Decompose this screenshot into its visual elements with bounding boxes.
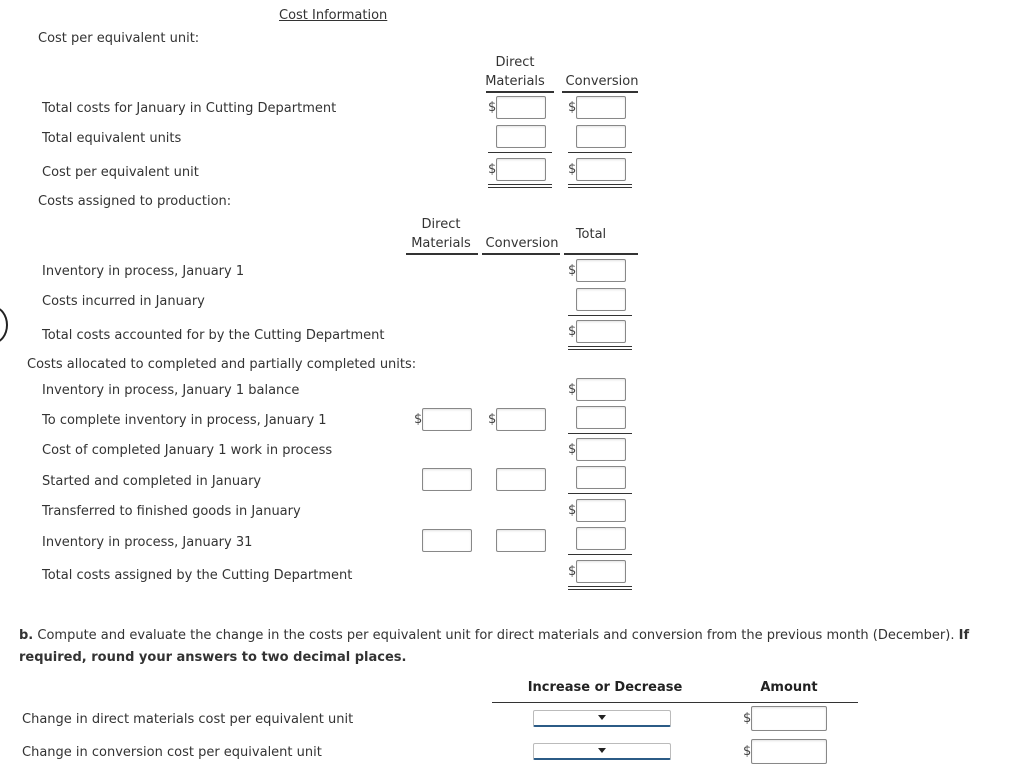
col-increase-decrease: Increase or Decrease xyxy=(527,680,683,695)
cpeu-subtotal-line-dm xyxy=(488,152,552,153)
row-started-completed: Started and completed in January xyxy=(42,474,262,489)
dm-started-completed-input[interactable] xyxy=(422,468,472,491)
chevron-down-icon xyxy=(598,715,606,720)
section-title: Cost Information xyxy=(279,8,388,23)
chevron-down-icon xyxy=(598,748,606,753)
conv-cost-per-eu-input[interactable] xyxy=(576,158,626,181)
alloc-total-line xyxy=(568,586,632,590)
cpeu-header-line-conv xyxy=(562,91,638,93)
part-b-instructions xyxy=(19,625,1019,669)
currency-sign: $ xyxy=(743,711,752,726)
total-inventory-jan1-input[interactable] xyxy=(576,259,626,282)
cpeu-header-line-dm xyxy=(486,91,554,93)
dm-to-complete-input[interactable] xyxy=(422,408,472,431)
currency-sign: $ xyxy=(488,412,497,427)
total-inventory-jan31-input[interactable] xyxy=(576,527,626,550)
part-b-header-line xyxy=(492,702,858,703)
row-cost-per-eu: Cost per equivalent unit xyxy=(42,165,199,180)
ca-col-dm: Direct Materials xyxy=(411,217,471,251)
dm-increase-decrease-dropdown[interactable] xyxy=(533,710,671,727)
total-costs-accounted-input[interactable] xyxy=(576,320,626,343)
row-inventory-jan1-balance: Inventory in process, January 1 balance xyxy=(42,383,300,398)
row-total-costs-accounted: Total costs accounted for by the Cutting Department xyxy=(42,328,385,343)
part-b-prefix: b. xyxy=(19,628,34,643)
currency-sign: $ xyxy=(743,744,752,759)
total-to-complete-input[interactable] xyxy=(576,406,626,429)
total-costs-assigned-input[interactable] xyxy=(576,560,626,583)
ca-col-total: Total xyxy=(575,227,607,242)
cpeu-total-line-dm xyxy=(488,184,552,188)
alloc-subtotal-line-2 xyxy=(568,493,632,494)
ca-total-line xyxy=(568,346,632,350)
row-inventory-jan1: Inventory in process, January 1 xyxy=(42,264,245,279)
ca-header-line-conv xyxy=(482,253,560,255)
dm-equiv-units-input[interactable] xyxy=(496,125,546,148)
currency-sign: $ xyxy=(488,162,497,177)
part-b-text: Compute and evaluate the change in the costs per equivalent unit for direct materials and conversion from the previous month (December). xyxy=(37,628,955,643)
ca-subtotal-line xyxy=(568,315,632,316)
row-total-costs-assigned: Total costs assigned by the Cutting Department xyxy=(42,568,353,583)
total-cost-completed-jan1-input[interactable] xyxy=(576,438,626,461)
part-b-bold-text: If required, round your answers to two decimal places. xyxy=(19,628,970,665)
col-amount: Amount xyxy=(760,680,818,695)
currency-sign: $ xyxy=(568,100,577,115)
cpeu-subtotal-line-conv xyxy=(568,152,632,153)
total-started-completed-input[interactable] xyxy=(576,466,626,489)
cpeu-total-line-conv xyxy=(568,184,632,188)
ca-col-conv: Conversion xyxy=(485,236,559,251)
row-change-conv: Change in conversion cost per equivalent unit xyxy=(22,745,322,760)
currency-sign: $ xyxy=(414,412,423,427)
row-total-equivalent-units: Total equivalent units xyxy=(42,131,182,146)
dm-change-amount-input[interactable] xyxy=(751,706,827,731)
conv-started-completed-input[interactable] xyxy=(496,468,546,491)
dm-cost-per-eu-input[interactable] xyxy=(496,158,546,181)
currency-sign: $ xyxy=(568,263,577,278)
currency-sign: $ xyxy=(568,442,577,457)
row-costs-incurred-jan: Costs incurred in January xyxy=(42,294,205,309)
dm-total-costs-input[interactable] xyxy=(496,96,546,119)
row-total-costs-january: Total costs for January in Cutting Department xyxy=(42,101,337,116)
conv-to-complete-input[interactable] xyxy=(496,408,546,431)
conv-equiv-units-input[interactable] xyxy=(576,125,626,148)
alloc-subtotal-line-3 xyxy=(568,554,632,555)
dm-inventory-jan31-input[interactable] xyxy=(422,529,472,552)
total-costs-incurred-input[interactable] xyxy=(576,288,626,311)
cpeu-col-dm: Direct Materials xyxy=(485,55,545,89)
conv-change-amount-input[interactable] xyxy=(751,739,827,764)
row-transferred-finished: Transferred to finished goods in January xyxy=(42,504,301,519)
row-inventory-jan31: Inventory in process, January 31 xyxy=(42,535,253,550)
total-transferred-input[interactable] xyxy=(576,499,626,522)
conv-inventory-jan31-input[interactable] xyxy=(496,529,546,552)
costs-assigned-heading: Costs assigned to production: xyxy=(38,194,232,209)
currency-sign: $ xyxy=(568,162,577,177)
row-cost-completed-jan1: Cost of completed January 1 work in process xyxy=(42,443,333,458)
currency-sign: $ xyxy=(568,503,577,518)
total-inv-balance-input[interactable] xyxy=(576,378,626,401)
costs-allocated-heading: Costs allocated to completed and partially completed units: xyxy=(27,357,417,372)
row-to-complete-inventory: To complete inventory in process, January 1 xyxy=(42,413,327,428)
currency-sign: $ xyxy=(568,382,577,397)
alloc-subtotal-line-1 xyxy=(568,433,632,434)
ca-header-line-total xyxy=(564,253,638,255)
ca-header-line-dm xyxy=(406,253,478,255)
currency-sign: $ xyxy=(568,324,577,339)
cpeu-col-conv: Conversion xyxy=(565,74,639,89)
currency-sign: $ xyxy=(488,100,497,115)
row-change-dm: Change in direct materials cost per equivalent unit xyxy=(22,712,354,727)
cost-per-eu-heading: Cost per equivalent unit: xyxy=(38,31,200,46)
currency-sign: $ xyxy=(568,564,577,579)
conv-increase-decrease-dropdown[interactable] xyxy=(533,743,671,760)
conv-total-costs-input[interactable] xyxy=(576,96,626,119)
side-circle xyxy=(0,306,8,344)
